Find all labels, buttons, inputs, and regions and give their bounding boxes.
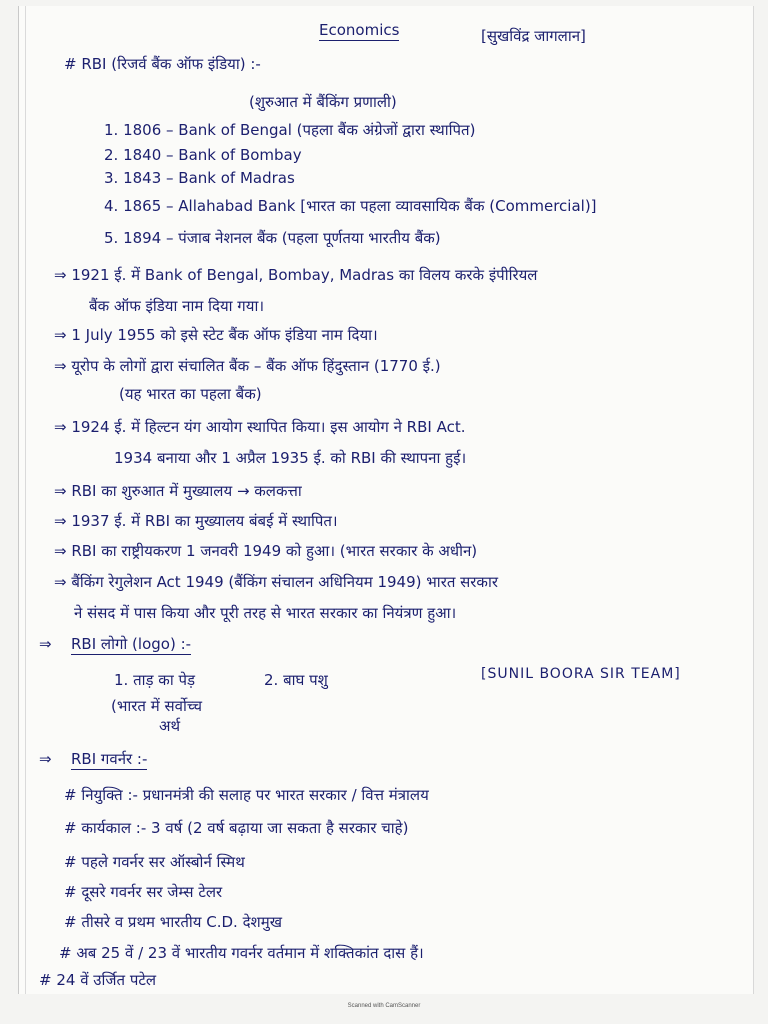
history-point: ⇒ 1937 ई. में RBI का मुख्यालय बंबई में स्थापित।: [54, 512, 338, 530]
bank-list-item: 2. 1840 – Bank of Bombay: [104, 146, 302, 164]
logo-item-palm-tree: 1. ताड़ का पेड़: [114, 671, 196, 689]
logo-note: (भारत में सर्वोच्च: [111, 697, 203, 715]
logo-item-tiger: 2. बाघ पशु: [264, 671, 328, 689]
history-point: बैंक ऑफ इंडिया नाम दिया गया।: [89, 297, 265, 315]
history-point: ⇒ बैंकिंग रेगुलेशन Act 1949 (बैंकिंग संचालन अधिनियम 1949) भारत सरकार: [54, 573, 498, 591]
subject-title: Economics: [319, 21, 400, 39]
governor-point: # कार्यकाल :- 3 वर्ष (2 वर्ष बढ़ाया जा सकता है सरकार चाहे): [64, 819, 409, 837]
governor-point: # तीसरे व प्रथम भारतीय C.D. देशमुख: [64, 913, 282, 931]
author-name: [सुखविंद्र जागलान]: [481, 27, 586, 45]
scanner-watermark: Scanned with CamScanner: [347, 1003, 421, 1009]
logo-section-title: RBI लोगो (logo) :-: [71, 635, 192, 653]
team-credit: [SUNIL BOORA SIR TEAM]: [481, 666, 681, 682]
history-point: ⇒ यूरोप के लोगों द्वारा संचालित बैंक – बैंक ऑफ हिंदुस्तान (1770 ई.): [54, 357, 441, 375]
governor-section-title: RBI गवर्नर :-: [71, 750, 148, 768]
history-point: (यह भारत का पहला बैंक): [119, 385, 262, 403]
notebook-page: [18, 6, 754, 994]
bank-list-item: 4. 1865 – Allahabad Bank [भारत का पहला व्यावसायिक बैंक (Commercial)]: [104, 197, 597, 215]
history-point: ⇒ RBI का शुरुआत में मुख्यालय → कलकत्ता: [54, 482, 302, 500]
governor-point: # 24 वें उर्जित पटेल: [39, 971, 157, 989]
governor-section-arrow: ⇒: [39, 750, 52, 768]
logo-note-2: अर्थ: [159, 717, 181, 735]
banking-origin-subheading: (शुरुआत में बैंकिंग प्रणाली): [249, 93, 397, 111]
logo-section-arrow: ⇒: [39, 635, 52, 653]
governor-point: # दूसरे गवर्नर सर जेम्स टेलर: [64, 883, 223, 901]
bank-list-item: 3. 1843 – Bank of Madras: [104, 169, 295, 187]
history-point: ⇒ RBI का राष्ट्रीयकरण 1 जनवरी 1949 को हुआ। (भारत सरकार के अधीन): [54, 542, 478, 560]
governor-point: # अब 25 वें / 23 वें भारतीय गवर्नर वर्तमान में शक्तिकांत दास हैं।: [59, 944, 424, 962]
rbi-heading: # RBI (रिजर्व बैंक ऑफ इंडिया) :-: [64, 55, 261, 73]
history-point: ⇒ 1924 ई. में हिल्टन यंग आयोग स्थापित किया। इस आयोग ने RBI Act.: [54, 418, 466, 436]
governor-point: # पहले गवर्नर सर ऑस्बोर्न स्मिथ: [64, 853, 245, 871]
bank-list-item: 5. 1894 – पंजाब नेशनल बैंक (पहला पूर्णतया भारतीय बैंक): [104, 229, 441, 247]
history-point: ने संसद में पास किया और पूरी तरह से भारत सरकार का नियंत्रण हुआ।: [74, 604, 457, 622]
bank-list-item: 1. 1806 – Bank of Bengal (पहला बैंक अंग्रेजों द्वारा स्थापित): [104, 121, 476, 139]
history-point: ⇒ 1 July 1955 को इसे स्टेट बैंक ऑफ इंडिया नाम दिया।: [54, 326, 378, 344]
history-point: ⇒ 1921 ई. में Bank of Bengal, Bombay, Madras का विलय करके इंपीरियल: [54, 266, 538, 284]
history-point: 1934 बनाया और 1 अप्रैल 1935 ई. को RBI की स्थापना हुई।: [114, 449, 467, 467]
governor-point: # नियुक्ति :- प्रधानमंत्री की सलाह पर भारत सरकार / वित्त मंत्रालय: [64, 786, 429, 804]
